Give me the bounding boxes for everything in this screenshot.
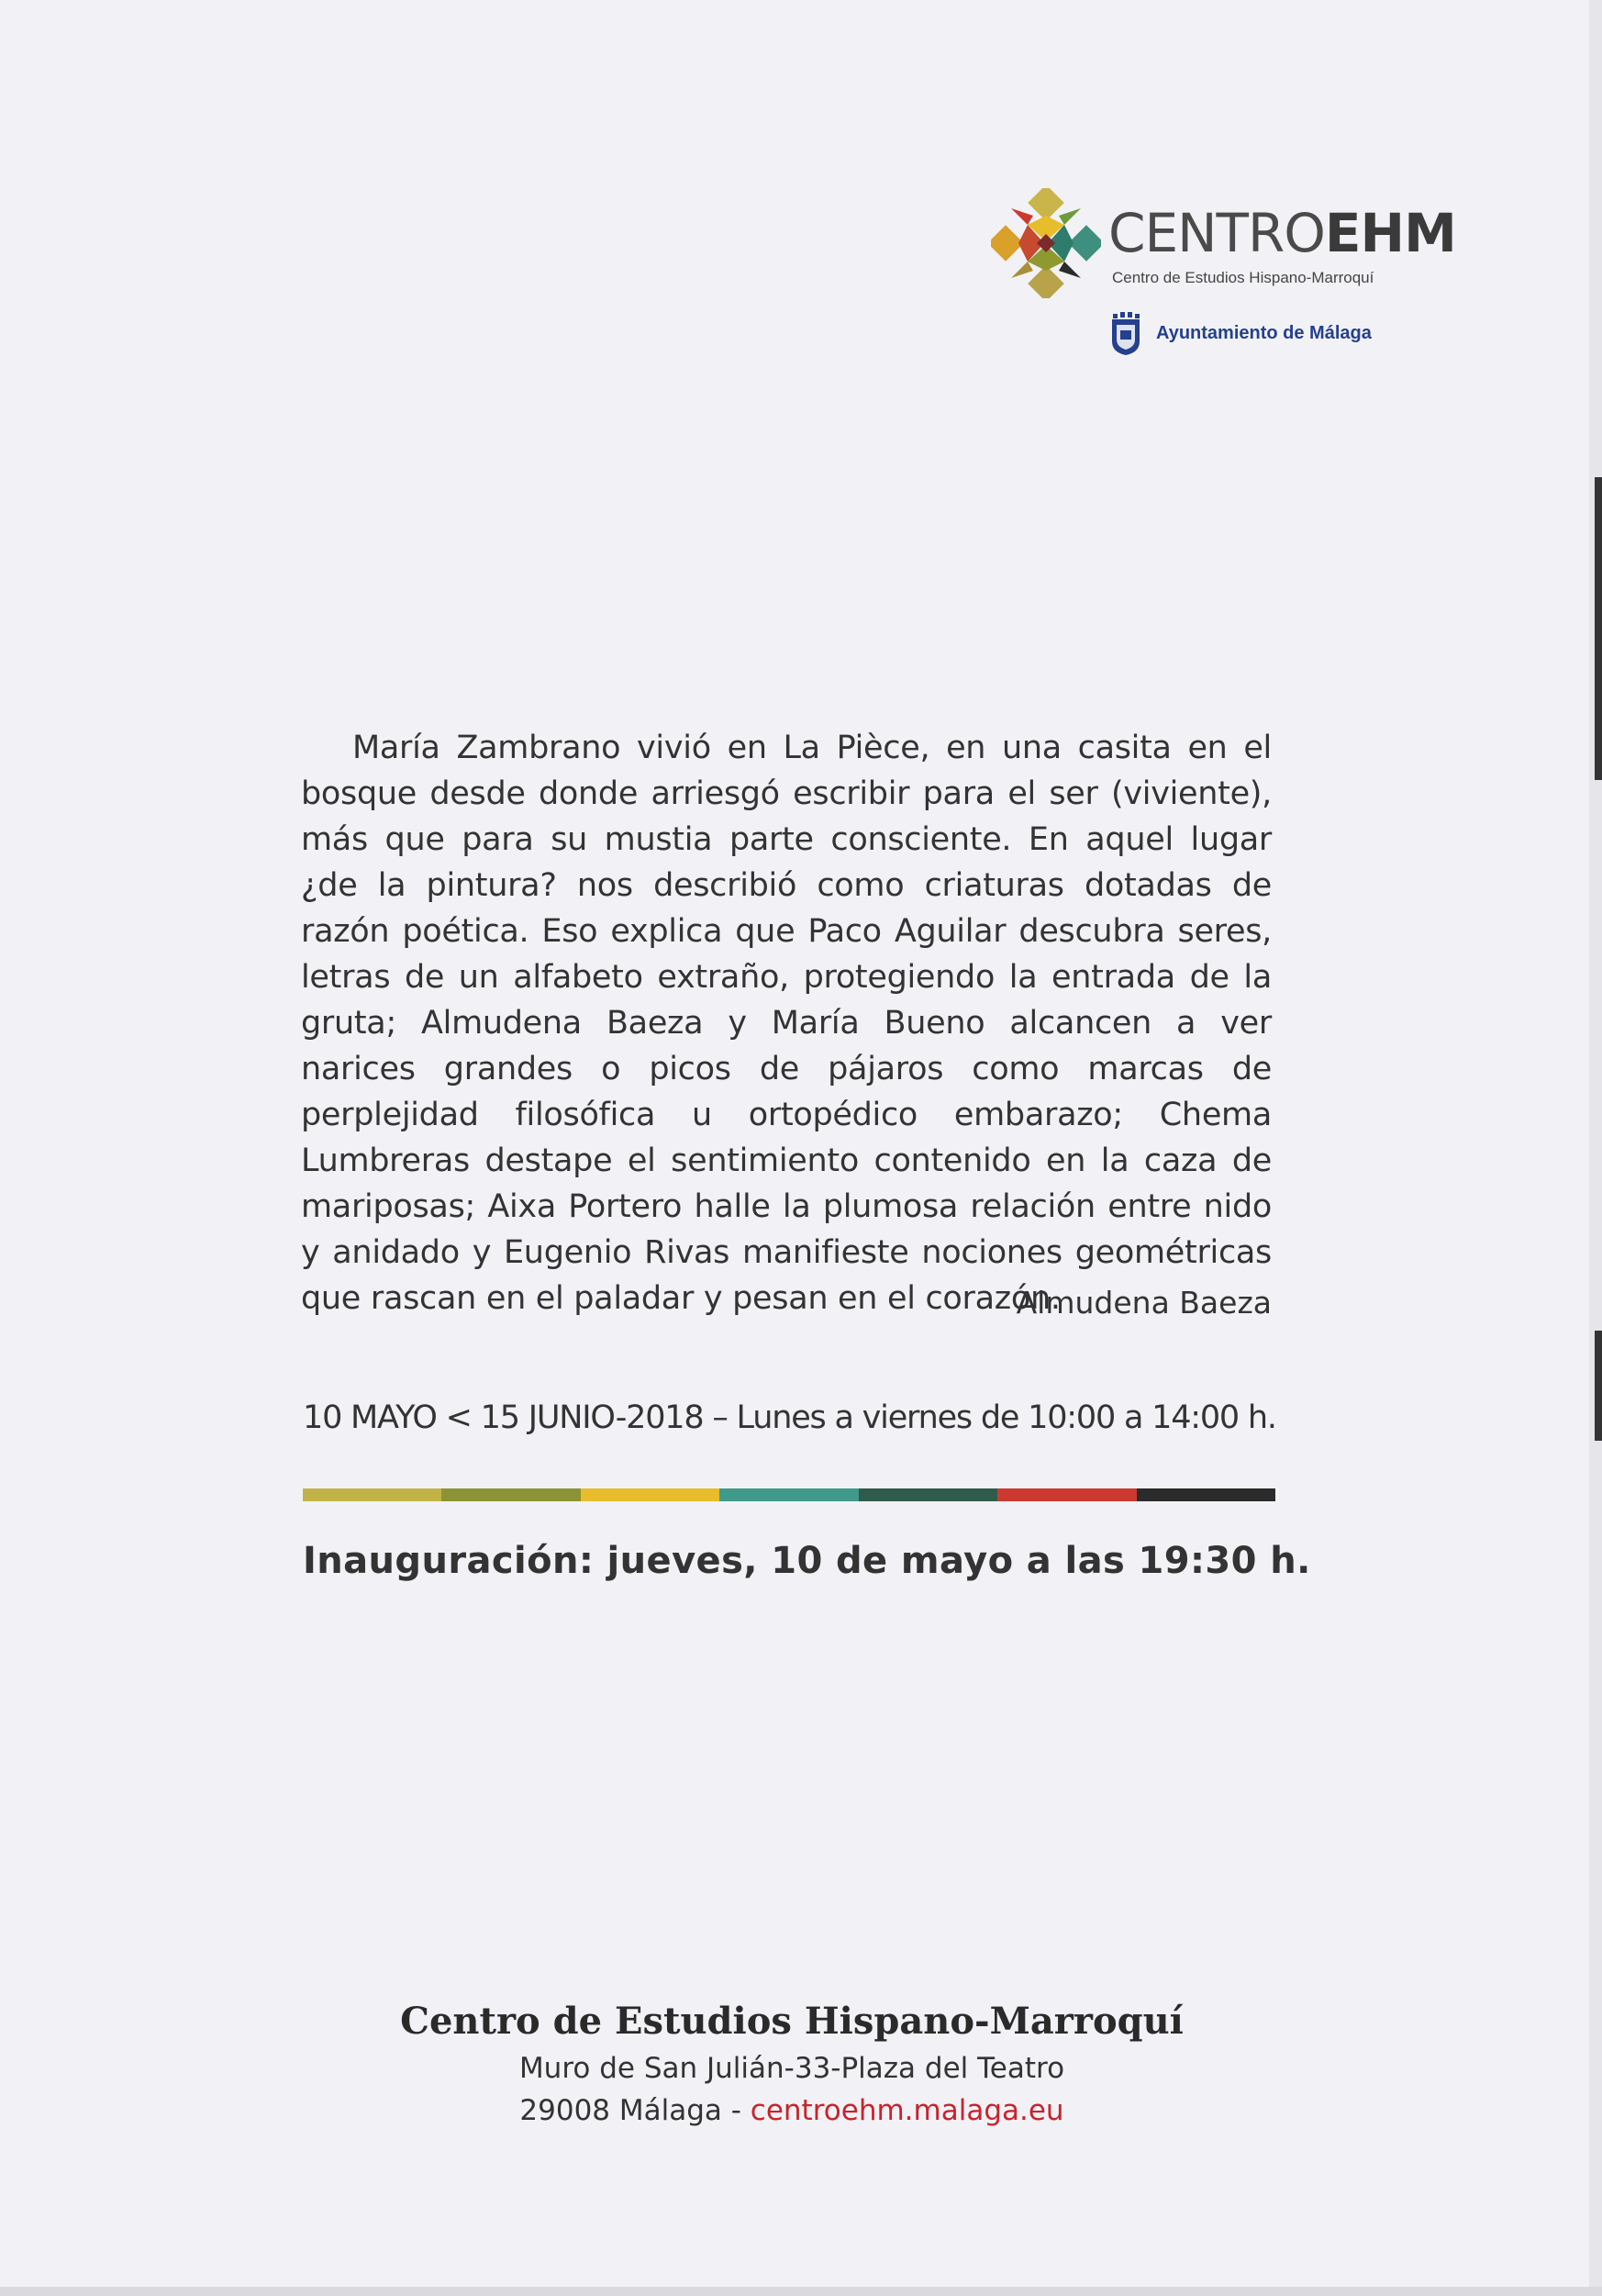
centroehm-logo [991, 188, 1456, 307]
city-shield-icon [1110, 312, 1141, 356]
body-paragraph: María Zambrano vivió en La Pièce, en una casita en el bosque desde donde arriesgó escribir para el ser (viviente), más que para su mustia parte consciente. En aquel lugar ¿de la pintura? nos describió como criaturas dotadas de razón poética. Eso explica que Paco Aguilar descubra seres, letras de un alfabeto extraño, protegiendo la entrada de la gruta; Almudena Baeza y María Bueno alcancen a ver narices grandes o picos de pájaros como marcas de perplejidad filosófica u ortopédico embarazo; Chema Lumbreras destape el sentimiento contenido en la caza de mariposas; Aixa Portero halle la plumosa relación entre nido y anidado y Eugenio Rivas manifieste nociones geométricas que rascan en el paladar y pesan en el corazón. [301, 730, 1272, 1317]
footer [342, 1996, 1241, 2132]
inauguration-line: Inauguración: jueves, 10 de mayo a las 19:30 h. [303, 1540, 1311, 1582]
page-edge [1589, 0, 1602, 2296]
logo-subtitle: Centro de Estudios Hispano-Marroquí [1112, 269, 1374, 286]
stripe-segment [581, 1488, 719, 1501]
edge-mark [1595, 477, 1602, 780]
footer-city-line [342, 2090, 1241, 2132]
sponsor-logo [1110, 312, 1404, 358]
stripe-segment [859, 1488, 997, 1501]
stripe-segment [441, 1488, 580, 1501]
logo-name: CENTROEHM [1108, 202, 1456, 264]
sponsor-label: Ayuntamiento de Málaga [1156, 323, 1372, 343]
footer-title: Centro de Estudios Hispano-Marroquí [400, 2000, 1184, 2043]
author-signature: Almudena Baeza [1016, 1285, 1272, 1321]
page-edge-bottom [0, 2287, 1602, 2296]
stripe-segment [1137, 1488, 1275, 1501]
stripe-segment [303, 1488, 441, 1501]
footer-address: Muro de San Julián-33-Plaza del Teatro [518, 2052, 1065, 2085]
stripe-segment [719, 1488, 858, 1501]
stripe-segment [997, 1488, 1136, 1501]
edge-mark [1595, 1331, 1602, 1441]
exhibition-dates: 10 MAYO < 15 JUNIO-2018 – Lunes a viernes de 10:00 a 14:00 h. [303, 1399, 1276, 1436]
color-stripe [303, 1488, 1275, 1501]
website-link[interactable]: centroehm.malaga.eu [750, 2094, 1064, 2127]
footer-city: 29008 Málaga - [519, 2094, 751, 2127]
star-logo-icon [991, 188, 1101, 298]
